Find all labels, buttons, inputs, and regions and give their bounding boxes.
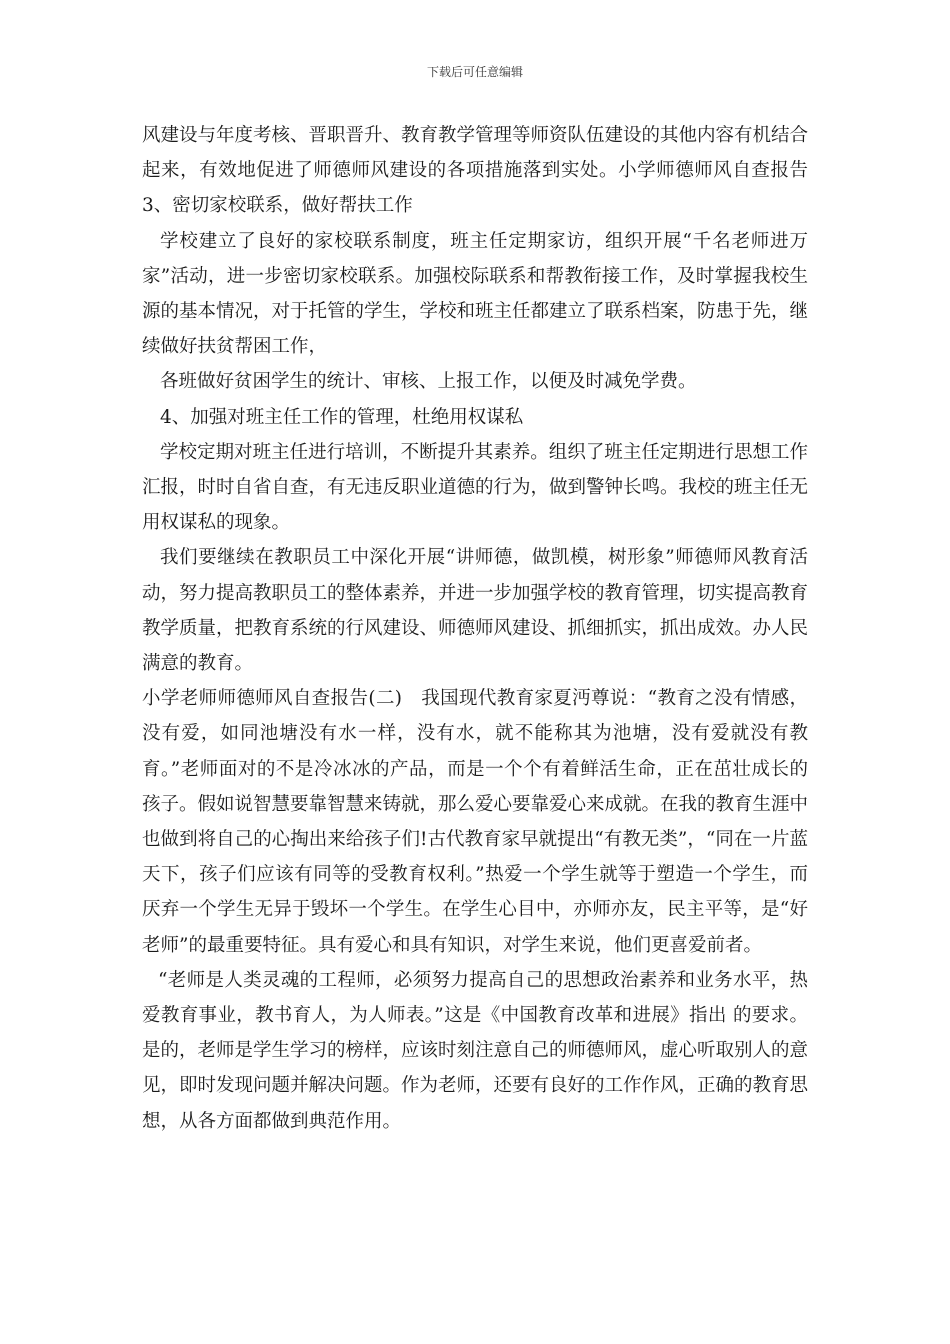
- paragraph-poor-students: 各班做好贫困学生的统计、审核、上报工作，以便及时减免学费。: [160, 371, 697, 393]
- paragraph-continuation: 风建设与年度考核、晋职晋升、教育教学管理等师资队伍建设的其他内容有机结合起来，有效地促进了师德师风建设的各项措施落到实处。小学师德师风自查报告3、密切家校联系，做好帮扶工作: [142, 125, 809, 217]
- paragraph-home-school-contact: 学校建立了良好的家校联系制度，班主任定期家访，组织开展“千名老师进万家”活动，进一步密切家校联系。加强校际联系和帮教衔接工作，及时掌握我校生源的基本情况，对于托管的学生，学校和班主任都建立了联系档案，防患于先，继续做好扶贫帮困工作，: [142, 230, 809, 358]
- paragraph-head-teacher-training: 学校定期对班主任进行培训，不断提升其素养。组织了班主任定期进行思想工作汇报，时时自省自查，有无违反职业道德的行为，做到警钟长鸣。我校的班主任无用权谋私的现象。: [142, 441, 809, 534]
- paragraph-report-two: 小学老师师德师风自查报告(二) 我国现代教育家夏沔尊说：“教育之没有情感，没有爱，如同池塘没有水一样，没有水，就不能称其为池塘，没有爱就没有教育。”老师面对的不是冷冰冰的产品，而是一个个有着鲜活生命，正在茁壮成长的孩子。假如说智慧要靠智慧来铸就，那么爱心要靠爱心来成就。在我的教育生涯中也做到将自己的心掏出来给孩子们!古代教育家早就提出“有教无类”，“同在一片蓝天下，孩子们应该有同等的受教育权利。”热爱一个学生就等于塑造一个学生，而厌弃一个学生无异于毁坏一个学生。在学生心目中，亦师亦友，民主平等，是“好老师”的最重要特征。具有爱心和具有知识，对学生来说，他们更喜爱前者。: [142, 688, 809, 956]
- paragraph-continue-education: 我们要继续在教职员工中深化开展“讲师德，做凯模，树形象”师德师风教育活动，努力提高教职员工的整体素养，并进一步加强学校的教育管理，切实提高教育教学质量，把教育系统的行风建设、师德师风建设、抓细抓实，抓出成效。办人民满意的教育。: [142, 547, 809, 675]
- section-heading-head-teacher: 4、加强对班主任工作的管理，杜绝用权谋私: [160, 406, 524, 428]
- paragraph-teacher-soul-engineer: “老师是人类灵魂的工程师，必须努力提高自己的思想政治素养和业务水平，热爱教育事业，教书育人，为人师表。”这是《中国教育改革和进展》指出 的要求。是的，老师是学生学习的榜样，应该时刻注意自己的师德师风，虚心听取别人的意见，即时发现问题并解决问题。作为老师，还要有良好的工作作风，正确的教育思想，从各方面都做到典范作用。: [142, 969, 809, 1132]
- document-body: [142, 118, 808, 1139]
- page-header: 下载后可任意编辑: [426, 65, 523, 79]
